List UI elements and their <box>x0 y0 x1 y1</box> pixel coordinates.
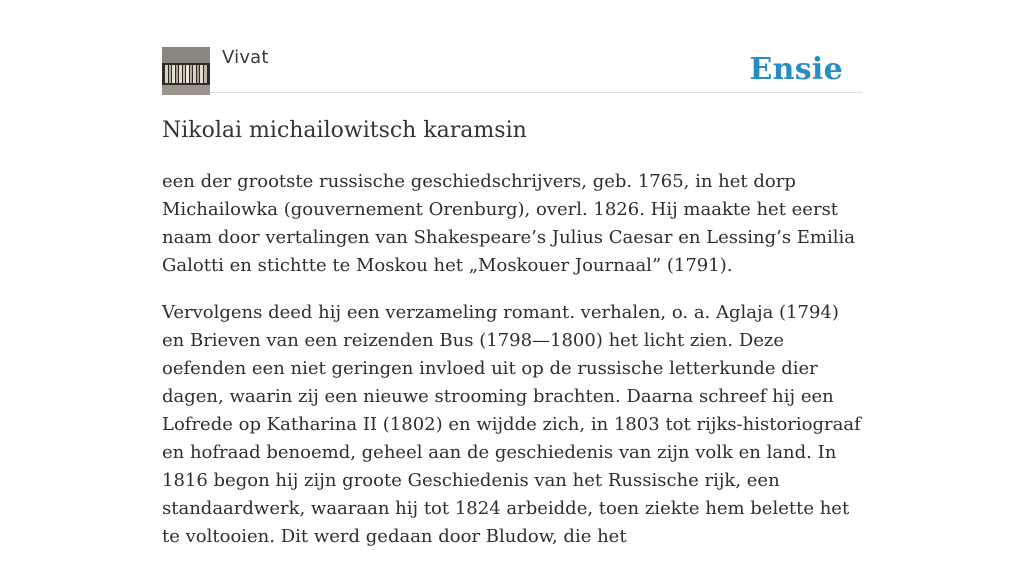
bookshelf-avatar-image <box>162 47 210 95</box>
article-paragraph: Vervolgens deed hij een verzameling romant. verhalen, o. a. Aglaja (1794) en Brieven van een reizenden Bus (1798—1800) het licht zien. Deze oefenden een niet geringen invloed uit op de russische letterkunde dier dagen, waarin zij een nieuwe strooming brachten. Daarna schreef hij een Lofrede op Katharina II (1802) en wijdde zich, in 1803 tot rijks-historiograaf en hofraad benoemd, geheel aan de geschiedenis van zijn volk en land. In 1816 begon hij zijn groote Geschiedenis van het Russische rijk, een standaardwerk, waaraan hij tot 1824 arbeidde, toen ziekte hem belette het te voltooien. Dit werd gedaan door Bludow, die het <box>162 302 861 547</box>
header <box>162 46 862 93</box>
site-logo[interactable]: Ensie <box>749 52 843 87</box>
page-title: Nikolai michailowitsch karamsin <box>162 118 527 143</box>
article-paragraph: een der grootste russische geschiedschrijvers, geb. 1765, in het dorp Michailowka (gouvernement Orenburg), overl. 1826. Hij maakte het eerst naam door vertalingen van Shakespeare’s Julius Caesar en Lessing’s Emilia Galotti en stichtte te Moskou het „Moskouer Journaal” (1791). <box>162 171 855 276</box>
page <box>162 0 862 547</box>
user-avatar[interactable] <box>162 47 210 95</box>
username[interactable]: Vivat <box>222 47 269 68</box>
article-body <box>162 168 862 570</box>
